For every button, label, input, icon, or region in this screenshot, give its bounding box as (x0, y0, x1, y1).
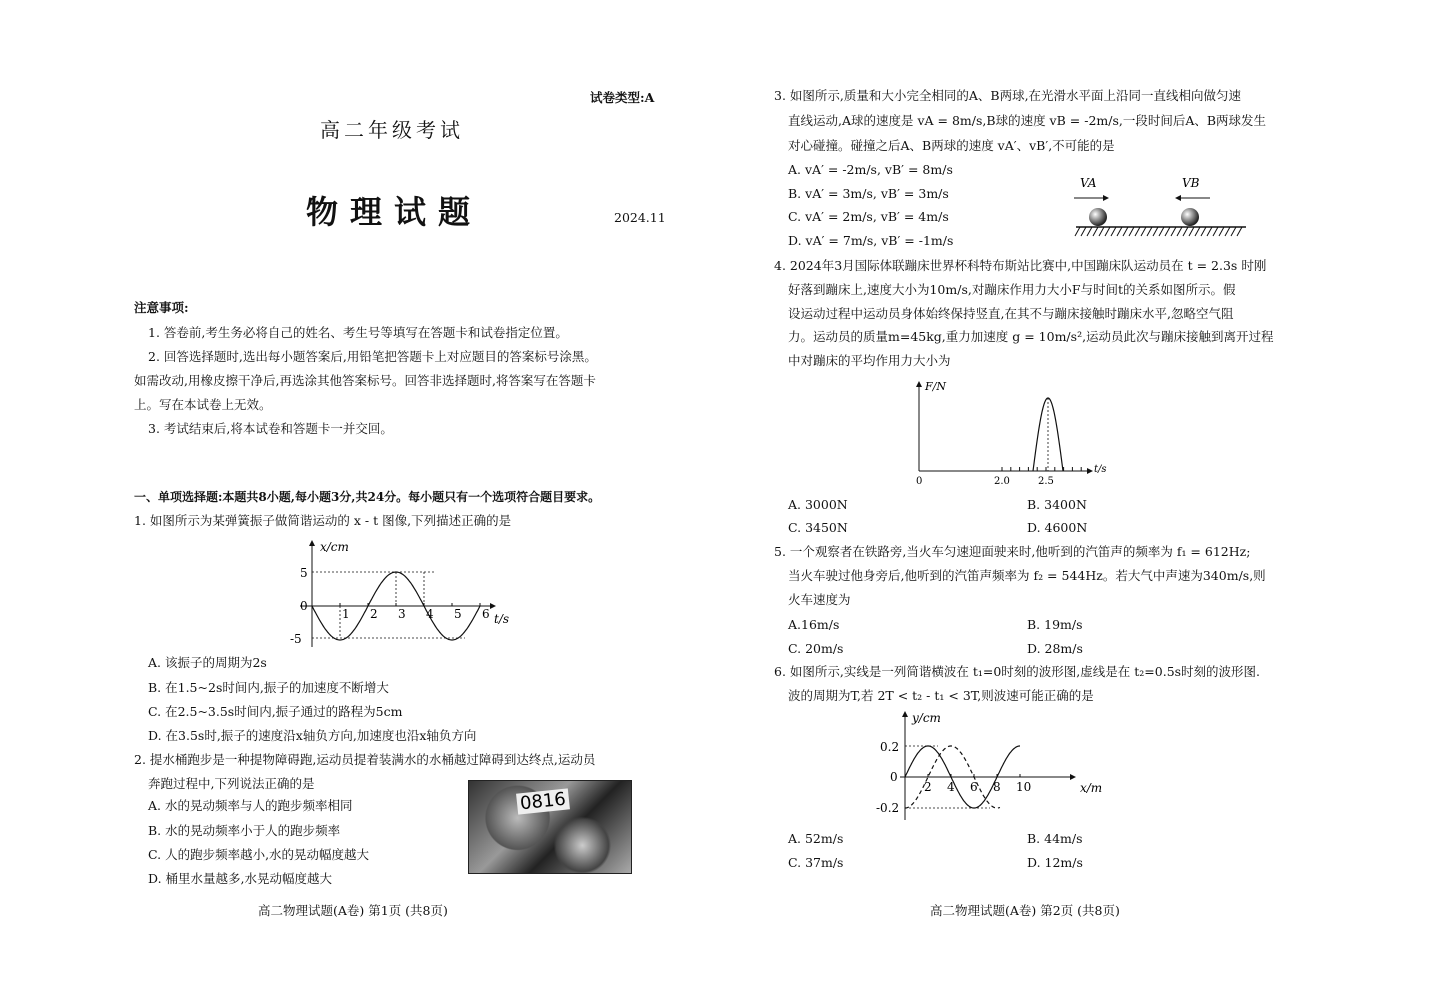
q4-stem-3: 设运动过程中运动员身体始终保持竖直,在其不与蹦床接触时蹦床水平,忽略空气阻 (788, 306, 1234, 321)
q6-xlabel: x/m (1080, 781, 1103, 795)
q1-ylabel: x/cm (320, 540, 349, 554)
section1-heading: 一、单项选择题:本题共8小题,每小题3分,共24分。每小题只有一个选项符合题目要求。 (134, 490, 601, 504)
q4-ylabel: F/N (925, 380, 946, 393)
q1-xtick-label: 5 (454, 607, 462, 621)
paper-type: 试卷类型:A (590, 90, 655, 105)
q3-option-b: B. vA′ = 3m/s, vB′ = 3m/s (788, 186, 949, 201)
q5-stem-1: 5. 一个观察者在铁路旁,当火车匀速迎面驶来时,他听到的汽笛声的频率为 f₁ = 612Hz; (774, 544, 1251, 559)
q4-option-d: D. 4600N (1027, 520, 1088, 535)
q4-xlabel: t/s (1094, 464, 1107, 475)
q2-option-b: B. 水的晃动频率小于人的跑步频率 (148, 823, 341, 838)
q1-option-b: B. 在1.5~2s时间内,振子的加速度不断增大 (148, 680, 389, 695)
q1-xtick-label: 4 (426, 607, 434, 621)
q1-ytick-neg5: -5 (290, 632, 302, 646)
q1-option-a: A. 该振子的周期为2s (148, 655, 267, 670)
q6-option-b: B. 44m/s (1027, 831, 1083, 846)
q5-option-b: B. 19m/s (1027, 617, 1083, 632)
q4-stem-2: 好落到蹦床上,速度大小为10m/s,对蹦床作用力大小F与时间t的关系如图所示。假 (788, 282, 1236, 297)
q3-ball-a (1089, 208, 1107, 226)
q1-ytick-0: 0 (300, 599, 308, 613)
q3-label-vb: VB (1182, 176, 1200, 190)
q4-stem-4: 力。运动员的质量m=45kg,重力加速度 g = 10m/s²,运动员此次与蹦床接触到离开过程 (788, 329, 1274, 344)
q5-option-d: D. 28m/s (1027, 641, 1083, 656)
notice-line-2: 2. 回答选择题时,选出每小题答案后,用铅笔把答题卡上对应题目的答案标号涂黑。 (148, 349, 597, 364)
q3-stem-3: 对心碰撞。碰撞之后A、B两球的速度 vA′、vB′,不可能的是 (788, 138, 1115, 153)
q1-xt-graph (280, 537, 520, 657)
q4-option-b: B. 3400N (1027, 497, 1087, 512)
q2-option-d: D. 桶里水量越多,水晃动幅度越大 (148, 871, 332, 886)
q3-stem-2: 直线运动,A球的速度是 vA = 8m/s,B球的速度 vB = -2m/s,一段时间后A、B两球发生 (788, 113, 1267, 128)
q4-option-a: A. 3000N (788, 497, 848, 512)
q6-ytick-neg: -0.2 (876, 801, 900, 815)
q3-option-a: A. vA′ = -2m/s, vB′ = 8m/s (788, 162, 953, 177)
q2-photo-bib: 0816 (516, 788, 570, 814)
exam-date: 2024.11 (614, 210, 666, 225)
notice-line-5: 3. 考试结束后,将本试卷和答题卡一并交回。 (148, 421, 393, 436)
q4-minor-ticks (1002, 467, 1081, 471)
notice-line-4: 上。写在本试卷上无效。 (134, 397, 272, 412)
q3-option-d: D. vA′ = 7m/s, vB′ = -1m/s (788, 233, 954, 248)
q4-xtick-2-5: 2.5 (1038, 476, 1054, 487)
q2-stem-1: 2. 提水桶跑步是一种提物障碍跑,运动员提着装满水的水桶越过障碍到达终点,运动员 (134, 752, 596, 767)
q6-wave-graph (870, 708, 1120, 826)
q1-xtick-label: 1 (342, 607, 350, 621)
q3-stem-1: 3. 如图所示,质量和大小完全相同的A、B两球,在光滑水平面上沿同一直线相向做匀速 (774, 88, 1242, 103)
q1-xlabel: t/s (494, 612, 510, 626)
q6-xtick-label: 4 (947, 780, 955, 794)
q1-xtick-label: 6 (482, 607, 490, 621)
q2-stem-2: 奔跑过程中,下列说法正确的是 (148, 776, 315, 791)
q6-ytick-pos: 0.2 (880, 740, 900, 754)
q1-stem: 1. 如图所示为某弹簧振子做简谐运动的 x - t 图像,下列描述正确的是 (134, 513, 512, 528)
q2-option-c: C. 人的跑步频率越小,水的晃动幅度越大 (148, 847, 370, 862)
q6-xtick-label: 8 (993, 780, 1001, 794)
q2-photo (468, 780, 632, 874)
q6-stem-1: 6. 如图所示,实线是一列简谐横波在 t₁=0时刻的波形图,虚线是在 t₂=0.5s时刻的波形图. (774, 664, 1261, 679)
page2-footer: 高二物理试题(A卷) 第2页 (共8页) (930, 903, 1120, 918)
notice-line-1: 1. 答卷前,考生务必将自己的姓名、考生号等填写在答题卡和试卷指定位置。 (148, 325, 568, 340)
q6-ylabel: y/cm (912, 711, 941, 725)
exam-title: 高二年级考试 (320, 118, 464, 142)
q1-option-d: D. 在3.5s时,振子的速度沿x轴负方向,加速度也沿x轴负方向 (148, 728, 477, 743)
q4-stem-1: 4. 2024年3月国际体联蹦床世界杯科特布斯站比赛中,中国蹦床队运动员在 t = 2.3s 时刚 (774, 258, 1267, 273)
q3-collision-figure (1070, 170, 1250, 242)
q1-xtick-label: 2 (370, 607, 378, 621)
q6-option-c: C. 37m/s (788, 855, 844, 870)
q3-ball-b (1181, 208, 1199, 226)
q1-ytick-5: 5 (300, 566, 308, 580)
q3-label-va: VA (1080, 176, 1097, 190)
q6-xtick-label: 2 (924, 780, 932, 794)
q3-ground-hatch (1075, 227, 1242, 236)
notice-line-3: 如需改动,用橡皮擦干净后,再选涂其他答案标号。回答非选择题时,将答案写在答题卡 (134, 373, 596, 388)
page1-footer: 高二物理试题(A卷) 第1页 (共8页) (258, 903, 448, 918)
q5-option-a: A.16m/s (788, 617, 840, 632)
q6-xtick-label: 10 (1016, 780, 1032, 794)
q6-option-a: A. 52m/s (788, 831, 844, 846)
q3-option-c: C. vA′ = 2m/s, vB′ = 4m/s (788, 209, 949, 224)
q6-xtick-label: 6 (970, 780, 978, 794)
q2-option-a: A. 水的晃动频率与人的跑步频率相同 (148, 798, 353, 813)
q4-ft-graph (900, 378, 1120, 490)
q1-xtick-label: 3 (398, 607, 406, 621)
q1-option-c: C. 在2.5~3.5s时间内,振子通过的路程为5cm (148, 704, 403, 719)
q6-stem-2: 波的周期为T,若 2T < t₂ - t₁ < 3T,则波速可能正确的是 (788, 688, 1094, 703)
q5-option-c: C. 20m/s (788, 641, 844, 656)
q6-ytick-0: 0 (890, 770, 898, 784)
q4-origin: 0 (916, 476, 923, 487)
q4-option-c: C. 3450N (788, 520, 848, 535)
q6-option-d: D. 12m/s (1027, 855, 1083, 870)
q5-stem-3: 火车速度为 (788, 592, 851, 607)
notice-heading: 注意事项: (134, 300, 189, 315)
q4-xtick-2-0: 2.0 (994, 476, 1010, 487)
subject-title: 物理试题 (306, 193, 483, 231)
q5-stem-2: 当火车驶过他身旁后,他听到的汽笛声频率为 f₂ = 544Hz。若大气中声速为340m/s,则 (788, 568, 1266, 583)
q4-stem-5: 中对蹦床的平均作用力大小为 (788, 353, 951, 368)
